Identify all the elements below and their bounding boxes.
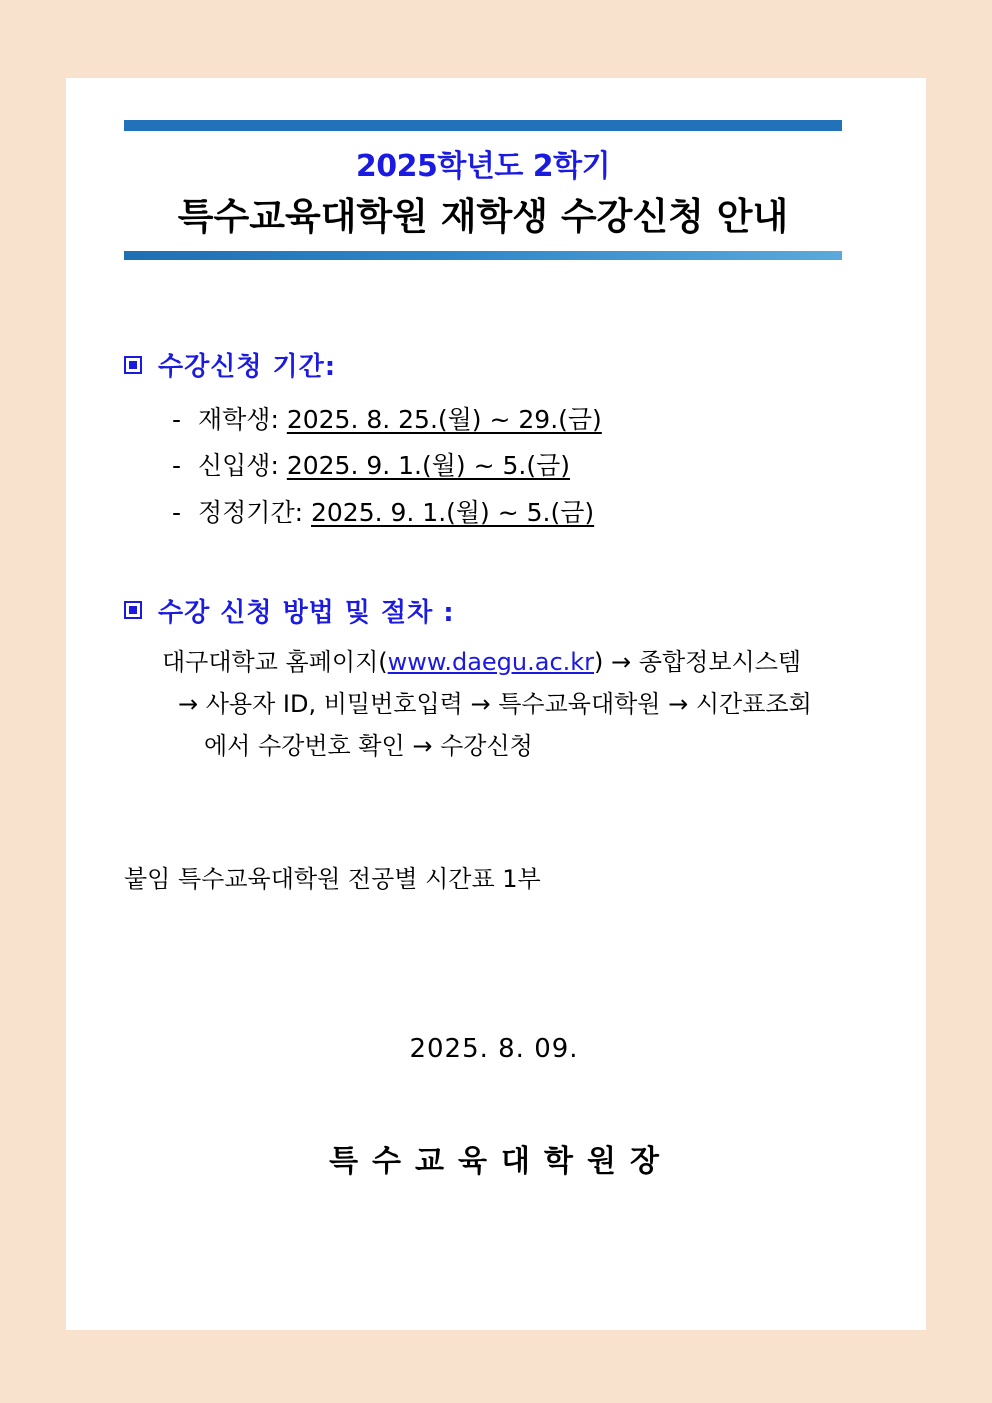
homepage-link[interactable]: www.daegu.ac.kr — [387, 647, 595, 676]
document-subtitle: 2025학년도 2학기 — [355, 149, 611, 184]
section-period — [124, 346, 864, 536]
list-item — [172, 490, 864, 536]
section-method — [124, 592, 864, 767]
document-title: 특수교육대학원 재학생 수강신청 안내 — [177, 194, 789, 238]
square-bullet-icon — [124, 601, 142, 619]
method-line-1-post: ) → 종합정보시스템 — [594, 647, 802, 676]
period-label: 재학생: — [198, 405, 279, 434]
attachment-note: 붙임 특수교육대학원 전공별 시간표 1부 — [124, 864, 541, 893]
dash-marker: - — [172, 405, 182, 434]
document-body — [124, 346, 864, 1180]
section-period-heading-text: 수강신청 기간: — [158, 352, 337, 382]
method-line-1-pre: 대구대학교 홈페이지( — [162, 647, 388, 676]
method-line-1 — [162, 641, 864, 683]
document-page — [66, 78, 926, 1330]
method-line-2: → 사용자 ID, 비밀번호입력 → 특수교육대학원 → 시간표조회 — [178, 689, 812, 718]
period-label: 신입생: — [198, 451, 279, 481]
document-date: 2025. 8. 09. — [409, 1033, 579, 1064]
document-header — [124, 120, 842, 260]
section-method-heading-text: 수강 신청 방법 및 절차 : — [158, 597, 455, 628]
method-steps — [124, 641, 864, 767]
dash-marker: - — [172, 497, 182, 527]
list-item — [172, 443, 864, 489]
header-rule-bottom — [124, 251, 842, 260]
period-value: 2025. 9. 1.(월) ~ 5.(금) — [286, 451, 571, 481]
dash-marker: - — [172, 451, 182, 481]
section-method-heading — [124, 592, 864, 629]
period-label: 정정기간: — [198, 497, 304, 527]
list-item — [172, 397, 864, 443]
method-line-3: 에서 수강번호 확인 → 수강신청 — [204, 731, 533, 760]
period-list — [124, 397, 864, 536]
document-signer: 특수교육대학원장 — [329, 1143, 673, 1179]
title-wrap — [124, 131, 842, 251]
period-value: 2025. 9. 1.(월) ~ 5.(금) — [310, 497, 595, 527]
header-rule-top — [124, 120, 842, 131]
square-bullet-icon — [124, 356, 142, 374]
period-value: 2025. 8. 25.(월) ~ 29.(금) — [286, 405, 602, 434]
section-period-heading — [124, 346, 864, 383]
